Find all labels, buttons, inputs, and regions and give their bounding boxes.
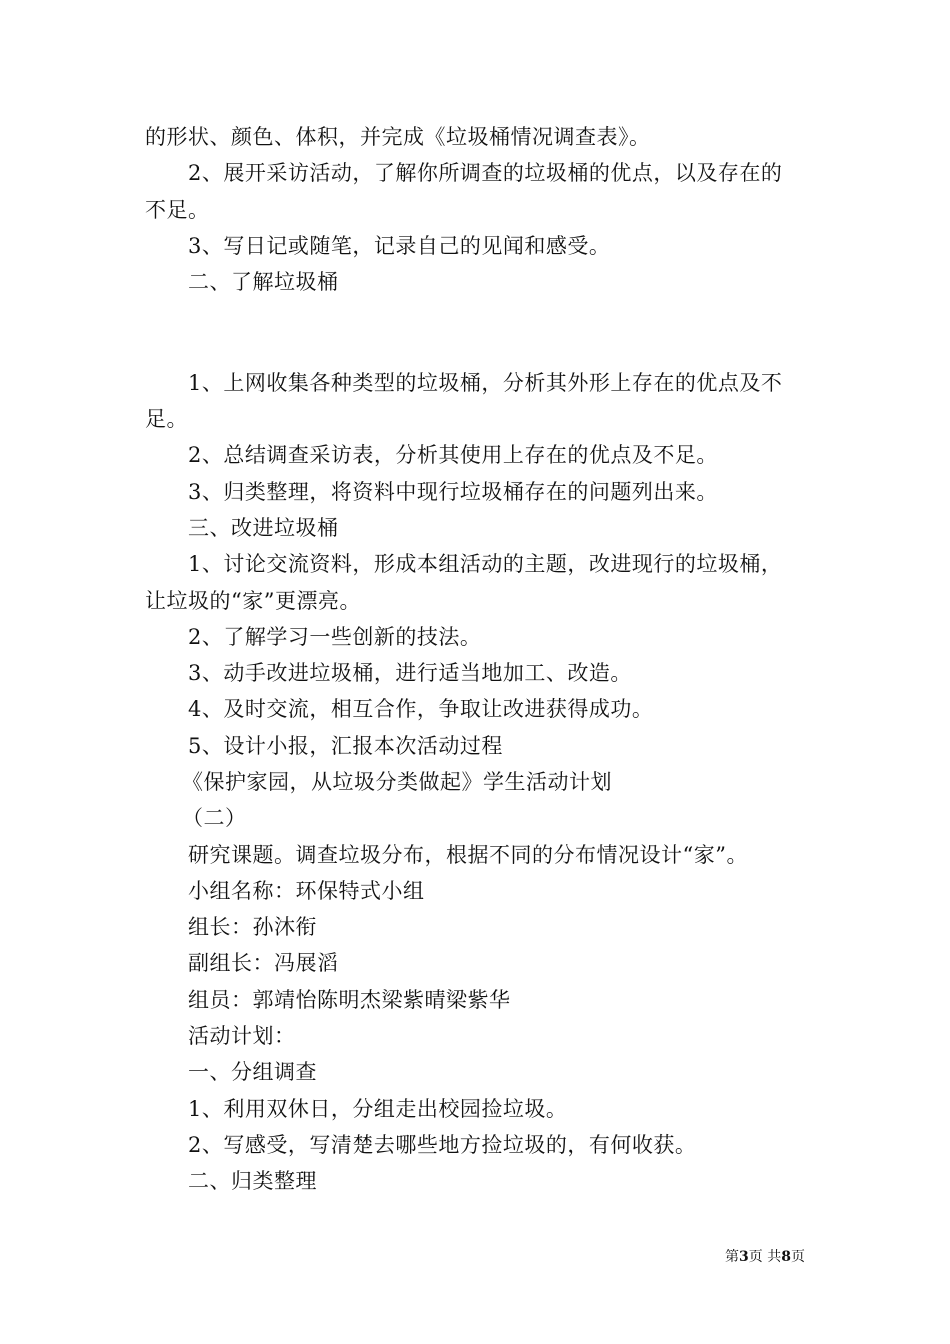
text-line: 3、动手改进垃圾桶，进行适当地加工、改造。 (188, 661, 632, 685)
page-number-footer (725, 1248, 805, 1266)
section-heading: 二、了解垃圾桶 (188, 270, 339, 294)
plan-subtitle: （二） (182, 806, 247, 830)
text-line: 2、展开采访活动，了解你所调查的垃圾桶的优点，以及存在的 (188, 161, 783, 185)
text-line: 3、归类整理，将资料中现行垃圾桶存在的问题列出来。 (188, 480, 718, 504)
footer-suffix: 页 (791, 1249, 805, 1265)
text-line: 2、总结调查采访表，分析其使用上存在的优点及不足。 (188, 443, 718, 467)
text-line: 4、及时交流，相互合作，争取让改进获得成功。 (188, 697, 654, 721)
text-line: 的形状、颜色、体积，并完成《垃圾桶情况调查表》。 (145, 125, 651, 149)
text-line: 足。 (145, 407, 188, 431)
current-page-number: 3 (739, 1249, 749, 1265)
footer-prefix: 第 (725, 1249, 740, 1265)
text-line: 1、讨论交流资料，形成本组活动的主题，改进现行的垃圾桶， (188, 552, 783, 576)
section-heading: 二、归类整理 (188, 1169, 317, 1193)
text-line: 活动计划： (188, 1024, 296, 1048)
text-line: 不足。 (145, 198, 210, 222)
text-line: 组长：孙沐衔 (188, 915, 317, 939)
section-heading: 一、分组调查 (188, 1060, 317, 1084)
text-line: 2、了解学习一些创新的技法。 (188, 625, 482, 649)
text-line: 5、设计小报，汇报本次活动过程 (188, 734, 503, 758)
section-heading: 三、改进垃圾桶 (188, 516, 339, 540)
plan-title: 《保护家园，从垃圾分类做起》学生活动计划 (182, 770, 612, 794)
text-line: 1、上网收集各种类型的垃圾桶，分析其外形上存在的优点及不 (188, 371, 783, 395)
text-line: 1、利用双休日，分组走出校园捡垃圾。 (188, 1097, 568, 1121)
text-line: 让垃圾的“家”更漂亮。 (145, 589, 361, 613)
text-line: 副组长：冯展滔 (188, 951, 339, 975)
text-line: 研究课题。调查垃圾分布，根据不同的分布情况设计“家”。 (188, 843, 748, 867)
total-page-number: 8 (781, 1249, 791, 1265)
text-line: 2、写感受，写清楚去哪些地方捡垃圾的，有何收获。 (188, 1133, 697, 1157)
text-line: 3、写日记或随笔，记录自己的见闻和感受。 (188, 234, 611, 258)
footer-middle: 页 共 (748, 1249, 782, 1265)
text-line: 小组名称：环保特式小组 (188, 879, 425, 903)
text-line: 组员：郭靖怡陈明杰梁紫晴梁紫华 (188, 988, 511, 1012)
